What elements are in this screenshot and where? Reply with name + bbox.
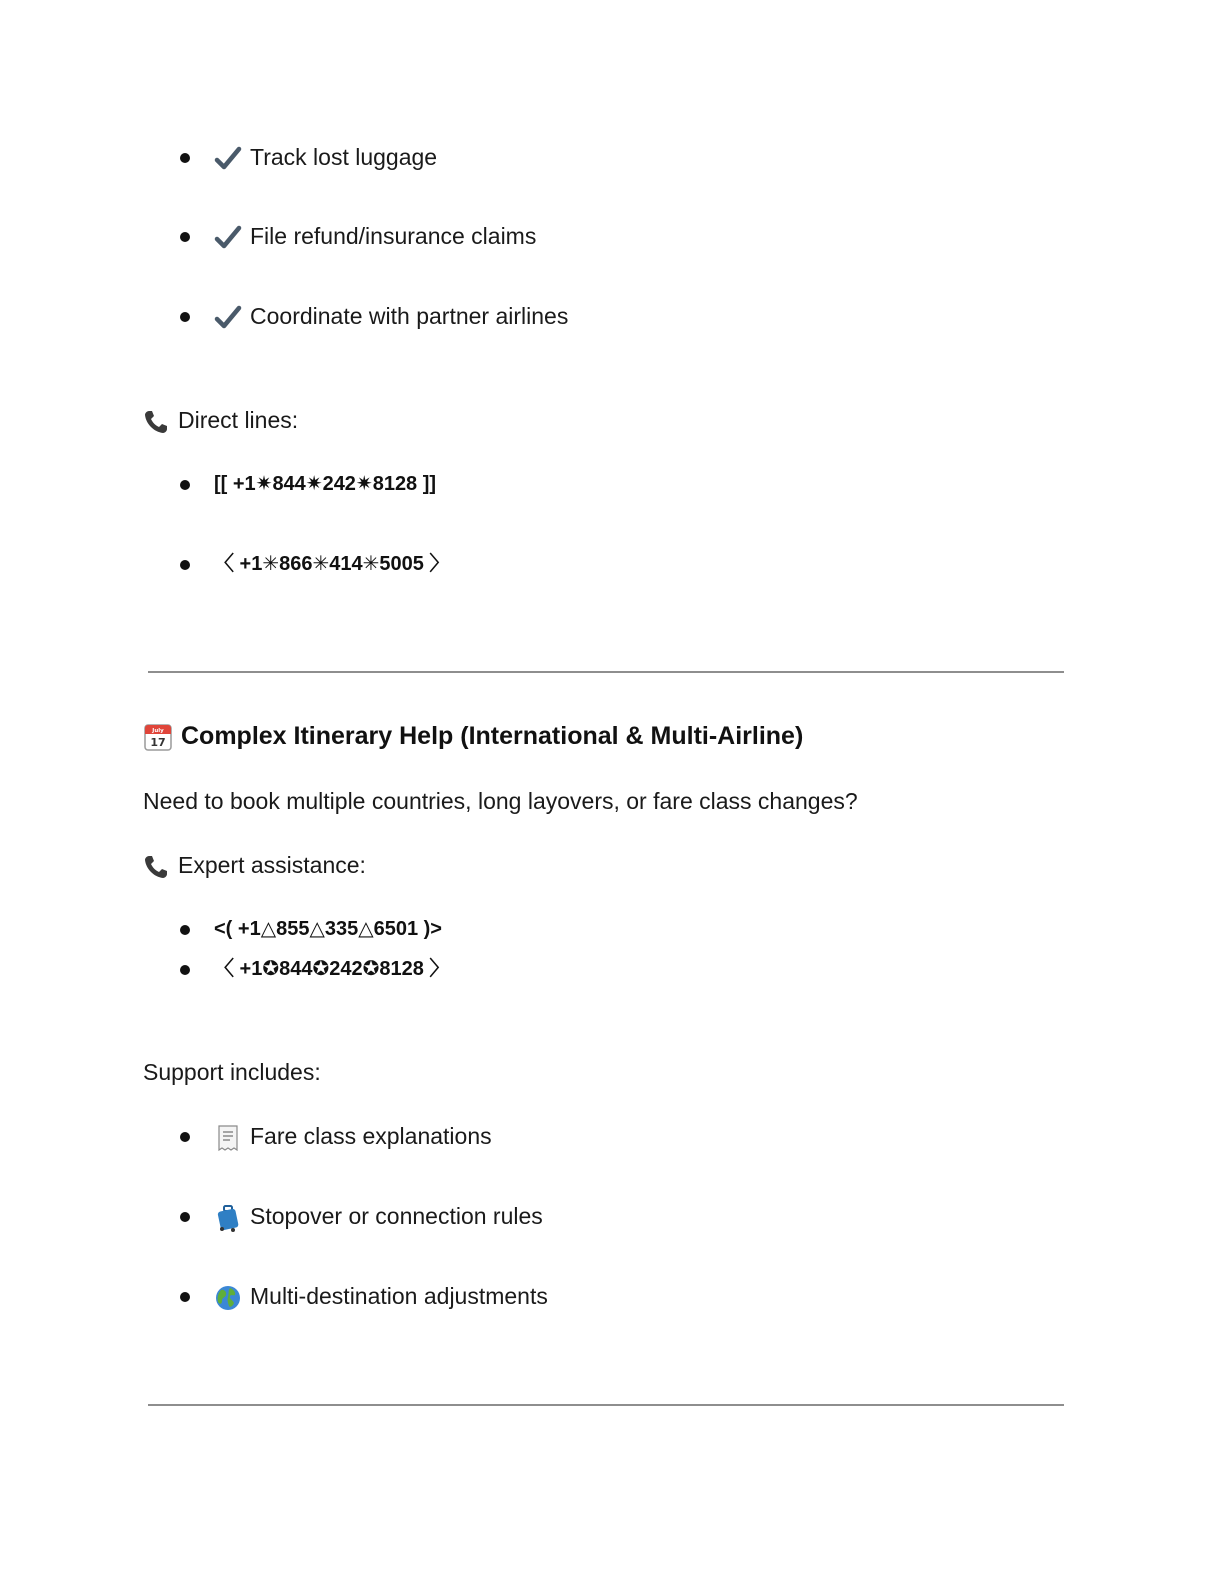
section-heading bbox=[143, 721, 803, 752]
list-item-label: Stopover or connection rules bbox=[250, 1203, 543, 1229]
bullet-dot bbox=[180, 1132, 190, 1142]
support-includes-label: Support includes: bbox=[143, 1059, 321, 1085]
list-item-label: Coordinate with partner airlines bbox=[250, 303, 569, 329]
bullet-dot bbox=[180, 480, 190, 490]
list-item-label: File refund/insurance claims bbox=[250, 223, 537, 249]
expert-assistance-text: Expert assistance: bbox=[178, 852, 366, 878]
bullet-dot bbox=[180, 965, 190, 975]
list-item-label: Fare class explanations bbox=[250, 1123, 492, 1149]
check-icon bbox=[214, 225, 242, 251]
list-item-label: Multi-destination adjustments bbox=[250, 1283, 548, 1309]
phone-icon bbox=[143, 408, 170, 435]
luggage-icon bbox=[214, 1204, 242, 1232]
calendar-icon bbox=[143, 722, 173, 752]
direct-lines-label bbox=[143, 406, 298, 435]
calendar-day: 17 bbox=[150, 736, 166, 750]
phone-number-link[interactable]: [[ +1✷844✷242✷8128 ]] bbox=[214, 473, 437, 495]
check-icon bbox=[214, 305, 242, 331]
bullet-dot bbox=[180, 925, 190, 935]
bullet-dot bbox=[180, 153, 190, 163]
bullet-dot bbox=[180, 560, 190, 570]
horizontal-divider bbox=[148, 671, 1064, 673]
bullet-dot bbox=[180, 312, 190, 322]
expert-assistance-label bbox=[143, 851, 366, 880]
section-intro: Need to book multiple countries, long layovers, or fare class changes? bbox=[143, 788, 858, 814]
check-icon bbox=[214, 146, 242, 172]
phone-icon bbox=[143, 853, 170, 880]
bullet-dot bbox=[180, 1212, 190, 1222]
list-item-label: Track lost luggage bbox=[250, 144, 438, 170]
calendar-month: July bbox=[152, 728, 164, 735]
direct-lines-text: Direct lines: bbox=[178, 407, 299, 433]
globe-icon bbox=[214, 1284, 242, 1312]
phone-number-link[interactable]: 〈 +1✳866✳414✳5005 〉 bbox=[214, 553, 450, 575]
bullet-dot bbox=[180, 232, 190, 242]
section-title: Complex Itinerary Help (International & Multi-Airline) bbox=[181, 722, 804, 750]
horizontal-divider bbox=[148, 1404, 1064, 1406]
phone-number-link[interactable]: <( +1△855△335△6501 )> bbox=[214, 918, 442, 940]
phone-number-link[interactable]: 〈 +1✪844✪242✪8128 〉 bbox=[214, 958, 450, 980]
bullet-dot bbox=[180, 1292, 190, 1302]
receipt-icon bbox=[214, 1124, 242, 1152]
